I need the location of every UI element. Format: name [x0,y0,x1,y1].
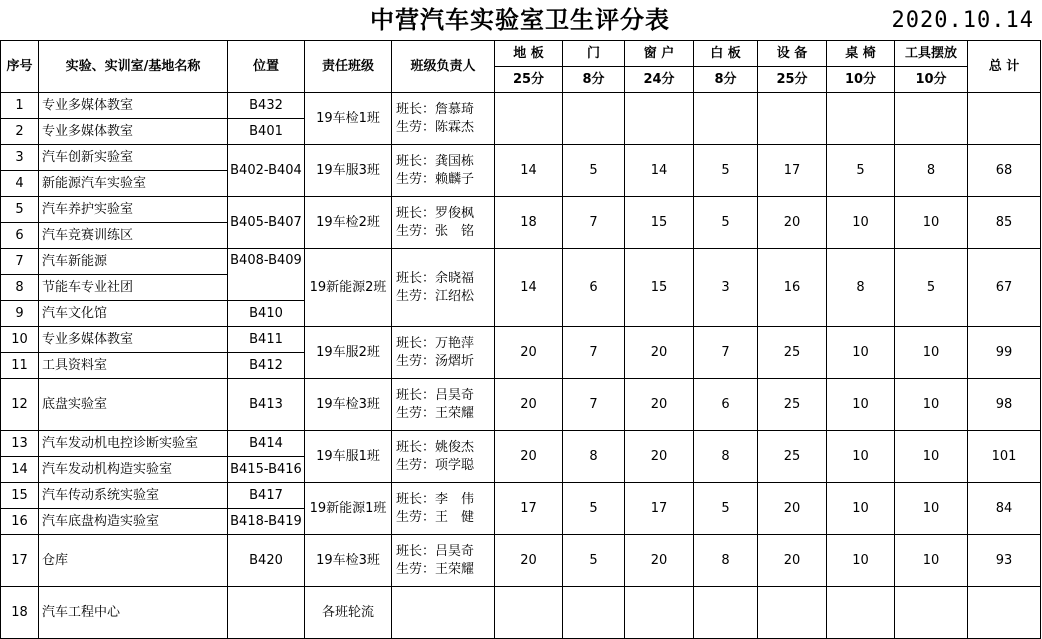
class-leader [392,587,495,639]
room-name: 汽车工程中心 [39,587,228,639]
score-window: 14 [625,145,694,197]
responsible-class: 19新能源1班 [305,483,392,535]
score-equipment: 20 [758,483,827,535]
table-row [1,379,1041,431]
room-location: B410 [228,301,305,327]
score-total: 101 [968,431,1041,483]
score-board [694,587,758,639]
score-total [968,93,1041,145]
room-name: 汽车传动系统实验室 [39,483,228,509]
room-name: 汽车发动机构造实验室 [39,457,228,483]
row-seq: 14 [1,457,39,483]
room-name: 新能源汽车实验室 [39,171,228,197]
room-name: 汽车创新实验室 [39,145,228,171]
table-row [1,197,1041,223]
score-window: 20 [625,535,694,587]
score-table [0,40,1041,639]
score-equipment [758,93,827,145]
room-location: B417 [228,483,305,509]
class-leader: 班长：万艳萍 生劳：汤熠圻 [392,327,495,379]
score-equipment: 20 [758,197,827,249]
header-class: 责任班级 [305,41,392,93]
header-desk-points: 10分 [827,67,895,93]
header-row [1,41,1041,67]
room-name: 专业多媒体教室 [39,327,228,353]
room-location: B415-B416 [228,457,305,483]
score-desk: 8 [827,249,895,327]
score-tools: 10 [895,483,968,535]
room-location: B432 [228,93,305,119]
score-board: 5 [694,483,758,535]
score-floor: 14 [495,145,563,197]
room-name: 汽车发动机电控诊断实验室 [39,431,228,457]
header-door-points: 8分 [563,67,625,93]
header-total: 总 计 [968,41,1041,93]
header-tools-points: 10分 [895,67,968,93]
score-door: 8 [563,431,625,483]
room-location: B413 [228,379,305,431]
table-row [1,145,1041,171]
responsible-class: 19车服3班 [305,145,392,197]
responsible-class: 19车检3班 [305,379,392,431]
score-window [625,93,694,145]
header-desk: 桌 椅 [827,41,895,67]
score-board [694,93,758,145]
row-seq: 6 [1,223,39,249]
sheet-title: 中营汽车实验室卫生评分表 [370,5,670,34]
score-desk [827,587,895,639]
header-floor: 地 板 [495,41,563,67]
table-row [1,249,1041,275]
score-window: 20 [625,379,694,431]
row-seq: 17 [1,535,39,587]
score-door [563,587,625,639]
class-leader: 班长：李 伟 生劳：王 健 [392,483,495,535]
title-bar [0,0,1040,40]
row-seq: 9 [1,301,39,327]
table-row [1,535,1041,587]
score-desk: 5 [827,145,895,197]
score-door: 5 [563,145,625,197]
responsible-class: 19车服2班 [305,327,392,379]
class-leader: 班长：龚国栋 生劳：赖麟子 [392,145,495,197]
header-board: 白 板 [694,41,758,67]
room-name: 汽车竞赛训练区 [39,223,228,249]
header-board-points: 8分 [694,67,758,93]
score-total: 85 [968,197,1041,249]
score-desk: 10 [827,327,895,379]
score-board: 7 [694,327,758,379]
score-total: 67 [968,249,1041,327]
score-desk: 10 [827,431,895,483]
score-tools: 5 [895,249,968,327]
room-name: 工具资料室 [39,353,228,379]
table-row [1,431,1041,457]
score-door: 5 [563,483,625,535]
room-name: 汽车养护实验室 [39,197,228,223]
room-name: 专业多媒体教室 [39,93,228,119]
header-window: 窗 户 [625,41,694,67]
room-name: 底盘实验室 [39,379,228,431]
room-location: B418-B419 [228,509,305,535]
score-tools: 10 [895,379,968,431]
score-desk [827,93,895,145]
room-location [228,587,305,639]
score-door [563,93,625,145]
header-equipment-points: 25分 [758,67,827,93]
room-location: B414 [228,431,305,457]
row-seq: 12 [1,379,39,431]
score-floor: 20 [495,431,563,483]
score-window: 20 [625,327,694,379]
score-door: 7 [563,327,625,379]
row-seq: 4 [1,171,39,197]
score-desk: 10 [827,535,895,587]
score-door: 6 [563,249,625,327]
room-location: B402-B404 [228,145,305,197]
responsible-class: 19车服1班 [305,431,392,483]
responsible-class: 19车检3班 [305,535,392,587]
row-seq: 16 [1,509,39,535]
score-floor: 14 [495,249,563,327]
header-tools: 工具摆放 [895,41,968,67]
header-equipment: 设 备 [758,41,827,67]
row-seq: 5 [1,197,39,223]
score-floor: 17 [495,483,563,535]
table-row [1,93,1041,119]
row-seq: 1 [1,93,39,119]
row-seq: 10 [1,327,39,353]
class-leader: 班长：吕昊奇 生劳：王荣耀 [392,379,495,431]
room-location: B405-B407 [228,197,305,249]
responsible-class: 19车检1班 [305,93,392,145]
score-floor [495,587,563,639]
header-name: 实验、实训室/基地名称 [39,41,228,93]
score-board: 8 [694,431,758,483]
score-floor: 20 [495,379,563,431]
table-row [1,483,1041,509]
score-equipment: 20 [758,535,827,587]
row-seq: 13 [1,431,39,457]
row-seq: 7 [1,249,39,275]
score-total: 99 [968,327,1041,379]
room-location: B411 [228,327,305,353]
score-equipment: 25 [758,327,827,379]
row-seq: 11 [1,353,39,379]
score-total: 68 [968,145,1041,197]
score-board: 6 [694,379,758,431]
row-seq: 15 [1,483,39,509]
score-door: 7 [563,197,625,249]
room-name: 汽车文化馆 [39,301,228,327]
score-tools: 10 [895,535,968,587]
room-name: 仓库 [39,535,228,587]
room-name: 节能车专业社团 [39,275,228,301]
score-tools: 10 [895,431,968,483]
responsible-class: 19新能源2班 [305,249,392,327]
score-total [968,587,1041,639]
score-equipment: 25 [758,431,827,483]
row-seq: 18 [1,587,39,639]
header-door: 门 [563,41,625,67]
row-seq: 3 [1,145,39,171]
score-total: 84 [968,483,1041,535]
sheet-date: 2020.10.14 [891,8,1034,33]
row-seq: 8 [1,275,39,301]
score-window: 20 [625,431,694,483]
room-location: B401 [228,119,305,145]
score-floor: 18 [495,197,563,249]
score-total: 93 [968,535,1041,587]
score-board: 5 [694,145,758,197]
score-desk: 10 [827,197,895,249]
class-leader: 班长：余晓福 生劳：江绍松 [392,249,495,327]
room-location: B420 [228,535,305,587]
score-window: 15 [625,197,694,249]
score-floor: 20 [495,535,563,587]
responsible-class: 各班轮流 [305,587,392,639]
header-window-points: 24分 [625,67,694,93]
score-board: 8 [694,535,758,587]
score-tools [895,93,968,145]
room-location: B412 [228,353,305,379]
score-desk: 10 [827,379,895,431]
score-window: 15 [625,249,694,327]
score-floor: 20 [495,327,563,379]
score-floor [495,93,563,145]
score-window [625,587,694,639]
table-row [1,327,1041,353]
class-leader: 班长：吕昊奇 生劳：王荣耀 [392,535,495,587]
score-door: 7 [563,379,625,431]
class-leader: 班长：姚俊杰 生劳：项学聪 [392,431,495,483]
score-tools [895,587,968,639]
score-board: 3 [694,249,758,327]
score-door: 5 [563,535,625,587]
score-desk: 10 [827,483,895,535]
header-seq: 序号 [1,41,39,93]
header-location: 位置 [228,41,305,93]
score-equipment: 16 [758,249,827,327]
room-name: 汽车底盘构造实验室 [39,509,228,535]
header-leader: 班级负责人 [392,41,495,93]
score-window: 17 [625,483,694,535]
class-leader: 班长：罗俊枫 生劳：张 铭 [392,197,495,249]
score-tools: 8 [895,145,968,197]
header-floor-points: 25分 [495,67,563,93]
score-tools: 10 [895,327,968,379]
room-name: 专业多媒体教室 [39,119,228,145]
score-equipment: 25 [758,379,827,431]
score-total: 98 [968,379,1041,431]
responsible-class: 19车检2班 [305,197,392,249]
room-name: 汽车新能源 [39,249,228,275]
room-location: B408-B409 [228,249,305,301]
score-tools: 10 [895,197,968,249]
score-board: 5 [694,197,758,249]
score-equipment [758,587,827,639]
score-equipment: 17 [758,145,827,197]
row-seq: 2 [1,119,39,145]
table-row [1,587,1041,639]
class-leader: 班长：詹慕琦 生劳：陈霖杰 [392,93,495,145]
